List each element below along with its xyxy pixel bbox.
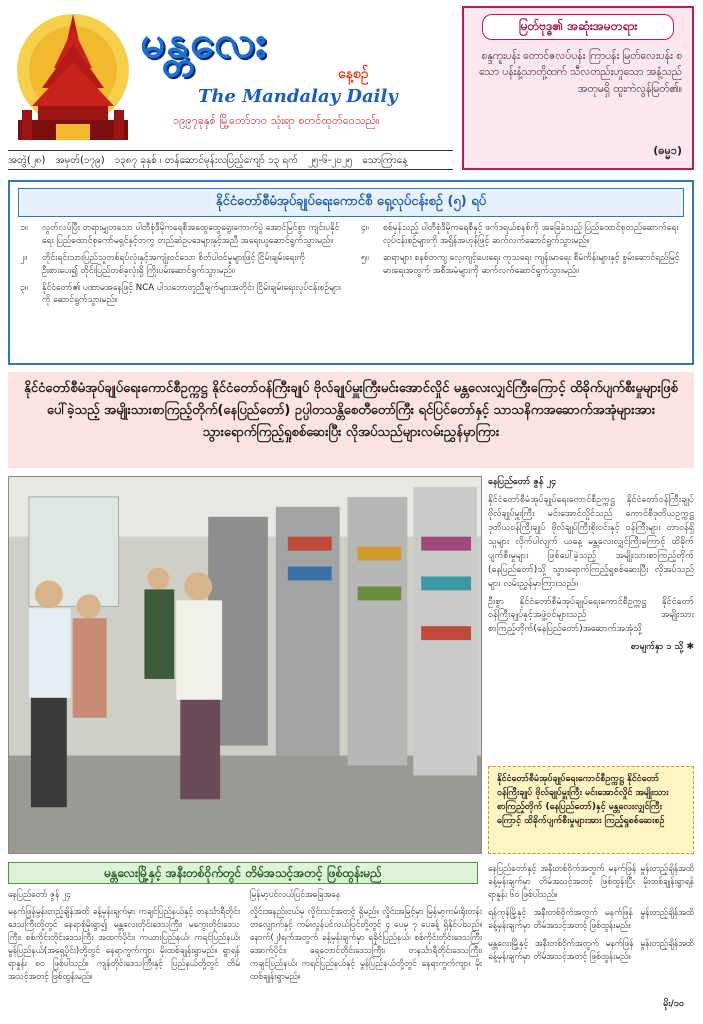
forecast-mandalay: မန္တလေးမြို့နှင့် အနီးတစ်ဝိုက်အတွက် မနက်ဖြန် မွန်းတည့်ချိန်အထိ ခန့်မှန်းချက်မှာ တိမ်အသင့်အတင့် ဖြစ်ထွန်းမည်။ [488, 938, 694, 962]
notice-body: စန္ဒကူးပန်း တောင်ဇလပ်ပန်း ကြာပန်း မြတ်လေးပန်း စသော ပန်းနံ့သာတို့ထက် သီလတည်းဟူသော အနံ့သည် အတုမရှိ ထူးကဲလွန်မြတ်၏။ [479, 50, 682, 95]
article-paragraph: ဦးစွာ နိုင်ငံတော်စီမံအုပ်ချုပ်ရေးကောင်စီဥက္ကဋ္ဌ နိုင်ငံတော်ဝန်ကြီးချုပ်နှင့်အဖွဲ့ဝင်များသည် အမျိုးသားစာကြည့်တိုက်(နေပြည်တော်)အဆောက်အအုံသို့ [488, 596, 694, 635]
issue-number: အမှတ်(၁၇၉) [55, 154, 105, 166]
dhamma-notice-box [462, 6, 694, 170]
roadmap-item-text: တိုင်းရင်းသားပြည်သူတစ်ရပ်လုံးနှင့်အကျုံးဝင်သော စိတ်ပါဝင်မှုများဖြင့် ငြိမ်းချမ်းရေးကို ဦးစားပေး၍ တိုင်းပြည်တစ်ခုလုံးရှိ ကြိုးပမ်းဆောင်ရွက်သွားမည်။ [42, 252, 305, 276]
sea-conditions-heading: မြန်မာ့ပင်လယ်ပြင်အခြေအနေ [250, 889, 341, 899]
roadmap-item-text: စစ်မှန်သည့် ပါတီစုံဒီမိုကရေစီနှင့် ဖက်ဒရယ်စနစ်ကို အခြေခံသည့် ပြည်ထောင်စုတည်ဆောက်ရေးလုပ်ငန်းစဉ်များကို အရှိန်အဟုန်ဖြင့် ဆက်လက်ဆောင်ရွက်သွားမည်။ [383, 223, 679, 246]
weather-column-2 [250, 888, 482, 1018]
masthead-english-title: The Mandalay Daily [198, 86, 398, 107]
forecast-naypyitaw: နေပြည်တော်နှင့် အနီးတစ်ဝိုက်အတွက် မနက်ဖြန် မွန်းတည့်ချိန်အထိ ခန့်မှန်းချက်မှာ တိမ်အသင့်အတင့် ဖြစ်ထွန်းပြီး မိုးထစ်ချုန်းရွာရန်ရာနှုန်း ၆၀ ဖြစ်ပါသည်။ [488, 863, 694, 900]
library-inspection-photo-icon [9, 477, 481, 853]
dateline [8, 150, 453, 170]
weather-paragraph: မနက်ဖြန်မွန်းတည့်ချိန်အထိ ခန့်မှန်းချက်မှာ ကချင်ပြည်နယ်နှင့် တနင်္သာရီတိုင်းဒေသကြီးတို့တွင် နေရာစုံမိုးရွာ၍ မန္တလေးတိုင်းဒေသကြီး၊ မကွေးတိုင်းဒေသကြီး၊ စစ်ကိုင်းတိုင်းဒေသကြီး အထက်ပိုင်း၊ ကယားပြည်နယ်၊ ကရင်ပြည်နယ်၊ မွန်ပြည်နယ်(အရှေ့ပိုင်း)တို့တွင် နေရာကွက်ကျား မိုးထစ်ချုန်းရွာမည်။ ရွာရန်ရာနှုန်း ၈၀ ဖြစ်ပါသည်။ ကျန်တိုင်းဒေသကြီးနှင့် ပြည်နယ်တို့တွင် တိမ်အသင့်အတင့် ဖြစ်ထွန်းမည်။ [8, 906, 240, 982]
roadmap-columns [20, 222, 684, 360]
roadmap-item [20, 222, 343, 248]
masthead-slogan: ၁၉၉၇ခုနှစ် မြို့တော်ဘဝ သုံးရာ စတင်ထုတ်ဝေသည်။ [173, 114, 380, 127]
pagoda-logo-icon [8, 6, 138, 144]
weekday: သောကြာနေ့ [362, 154, 408, 166]
weather-heading: မန္တလေးမြို့နှင့် အနီးတစ်ဝိုက်တွင် တိမ်အသင့်အတင့် ဖြစ်ထွန်းမည် [8, 862, 478, 884]
roadmap-item-text: နိုင်ငံတော်၏ ပဏာမအနေဖြင့် NCA ပါသဘောတူညီချက်များအတိုင်း ငြိမ်းချမ်းရေးလုပ်ငန်းစဉ်များကို ဆောင်ရွက်သွားမည်။ [42, 282, 342, 306]
masthead-title: မန္တလေး [140, 17, 268, 68]
government-roadmap-panel [8, 180, 694, 365]
article-paragraph: နိုင်ငံတော်စီမံအုပ်ချုပ်ရေးကောင်စီဥက္ကဋ္ဌ နိုင်ငံတော်ဝန်ကြီးချုပ် ဗိုလ်ချုပ်မှူးကြီး မင်းအောင်လှိုင်သည် ကောင်စီဒုတိယဥက္ကဋ္ဌ ဒုတိယဝန်ကြီးချုပ် ဗိုလ်ချုပ်ကြီးစိုးဝင်းနှင့် ဝန်ကြီးများ တာဝန်ရှိသူများ လိုက်ပါလျက် ယနေ့ မန္တလေးလျှင်ကြီးကြောင့် ထိခိုက်ပျက်စီးမှုများ ဖြစ်ပေါ်ခဲ့သည့် အမျိုးသားစာကြည့်တိုက် (နေပြည်တော်)သို့ သွားရောက်ကြည့်ရှုစစ်ဆေးပြီး လိုအပ်သည်များ လမ်းညွှန်မှာကြားသည်။ [488, 494, 694, 589]
roadmap-item-number: ၅။ [361, 252, 369, 263]
roadmap-column-left [20, 222, 343, 360]
masthead-subtitle: နေ့စဉ် [338, 66, 369, 82]
masthead [8, 6, 458, 146]
myanmar-date: ၁၃၈၇ ခုနှစ် ၊ တန်ဆောင်မုန်းလပြည့်ကျော် ၁၃ ရက် [114, 154, 298, 166]
roadmap-item-number: ၃။ [20, 282, 28, 293]
notice-heading: မြတ်ဗုဒ္ဓ၏ အဆုံးအမတရား [482, 14, 674, 40]
weather-dateline: နေပြည်တော် ဇွန် ၂၄ [8, 889, 71, 899]
roadmap-item-number: ၂။ [20, 252, 27, 263]
roadmap-item [361, 252, 684, 278]
lead-article-text [488, 476, 694, 756]
weather-right-column [488, 862, 694, 1018]
article-dateline: နေပြည်တော် ဇွန် ၂၄ [488, 477, 557, 487]
notice-code: (ဓမ္မ၁) [653, 144, 682, 157]
gregorian-date: ၂၅-၆-၂၀၂၅ [307, 154, 353, 166]
roadmap-heading: နိုင်ငံတော်စီမံအုပ်ချုပ်ရေးကောင်စီ ရှေ့လုပ်ငန်းစဉ် (၅) ရပ် [18, 188, 684, 217]
roadmap-item [20, 252, 343, 278]
roadmap-item-number: ၄။ [361, 223, 369, 233]
roadmap-column-right [361, 222, 684, 360]
page-reference: မိုး/၁၀ [663, 999, 684, 1010]
roadmap-item-text: လွတ်လပ်ပြီး တရားမျှတသော ပါတီစုံဒီမိုကရေစီအထွေထွေရွေးကောက်ပွဲ အောင်မြင်စွာ ကျင်းပနိုင်ရေး ပြည်ထောင်စုကော်မရှင်နှင့်တကွ တည်ဆဲဥပဒေများနှင့်အညီ အရေးယူဆောင်ရွက်သွားမည်။ [42, 223, 340, 246]
weather-column-1 [8, 888, 240, 1018]
main-headline: နိုင်ငံတော်စီမံအုပ်ချုပ်ရေးကောင်စီဥက္ကဋ္ဌ နိုင်ငံတော်ဝန်ကြီးချုပ် ဗိုလ်ချုပ်မှူးကြီးမင်းအောင်လှိုင် မန္တလေးလျှင်ကြီးကြောင့် ထိခိုက်ပျက်စီးမှုများဖြစ်ပေါ်ခဲ့သည့် အမျိုးသားစာကြည့်တိုက်(နေပြည်တော်) ဥပ္ပါတသန္တိစေတီတော်ကြီး ရင်ပြင်တော်နှင့် သာသနိကအဆောက်အအုံများအား သွားရောက်ကြည့်ရှုစစ်ဆေးပြီး လိုအပ်သည်များလမ်းညွှန်မှာကြား [8, 372, 694, 468]
weather-columns [8, 888, 482, 1018]
article-continued: စာမျက်နှာ ၁ သို့ ✱ [630, 642, 694, 653]
news-photo [8, 476, 482, 854]
roadmap-item [361, 222, 684, 248]
roadmap-item-text: ဆရာများ စနစ်တကျ လေ့ကျင့်ပေးရေး ကုသရေး ကျန်းမာရေး စီမံကိန်းများနှင့် စွမ်းဆောင်ရည်မြင့်မားရေးအတွက် အစီအမံများကို ဆက်လက်ဆောင်ရွက်သွားမည်။ [383, 252, 680, 276]
roadmap-item-number: ၁။ [20, 223, 28, 233]
roadmap-item [20, 282, 343, 308]
volume-number: အတွဲ(၂၈) [8, 154, 46, 166]
forecast-yangon: ရန်ကုန်မြို့နှင့် အနီးတစ်ဝိုက်အတွက် မနက်ဖြန် မွန်းတည့်ချိန်အထိ ခန့်မှန်းချက်မှာ တိမ်အသင့်အတင့် ဖြစ်ထွန်းမည်။ [488, 907, 694, 931]
photo-caption: နိုင်ငံတော်စီမံအုပ်ချုပ်ရေးကောင်စီဥက္ကဋ္ဌ နိုင်ငံတော်ဝန်ကြီးချုပ် ဗိုလ်ချုပ်မှူးကြီး မင်းအောင်လှိုင် အမျိုးသားစာကြည့်တိုက် (နေပြည်တော်)နှင့် မန္တလေးလျှင်ကြီးကြောင့် ထိခိုက်ပျက်စီးမှုများအား ကြည့်ရှုစစ်ဆေးစဉ် [488, 766, 694, 854]
weather-paragraph: လှိုင်းအနည်းငယ်မှ လှိုင်းသင့်အတင့် ရှိမည်။ လှိုင်းအမြင့်မှာ မြန်မာ့ကမ်းရိုးတန်းတလျှောက်နှင့် ကမ်းလွန်ပင်လယ်ပြင်တို့တွင် ၄ ပေမှ ၇ ပေခန့် ရှိနိုင်ပါသည်။ နောက်(၂)ရက်အတွက် ခန့်မှန်းချက်မှာ ရခိုင်ပြည်နယ်၊ စစ်ကိုင်းတိုင်းဒေသကြီး အောက်ပိုင်း၊ ရေတောင်တိုင်းဒေသကြီး၊ တနင်္သာရီတိုင်းဒေသကြီး၊ ကချင်ပြည်နယ်၊ ကရင်ပြည်နယ်နှင့် မွန်ပြည်နယ်တို့တွင် နေရာကွက်ကျား မိုးထစ်ချုန်းရွာမည်။ [250, 906, 482, 982]
